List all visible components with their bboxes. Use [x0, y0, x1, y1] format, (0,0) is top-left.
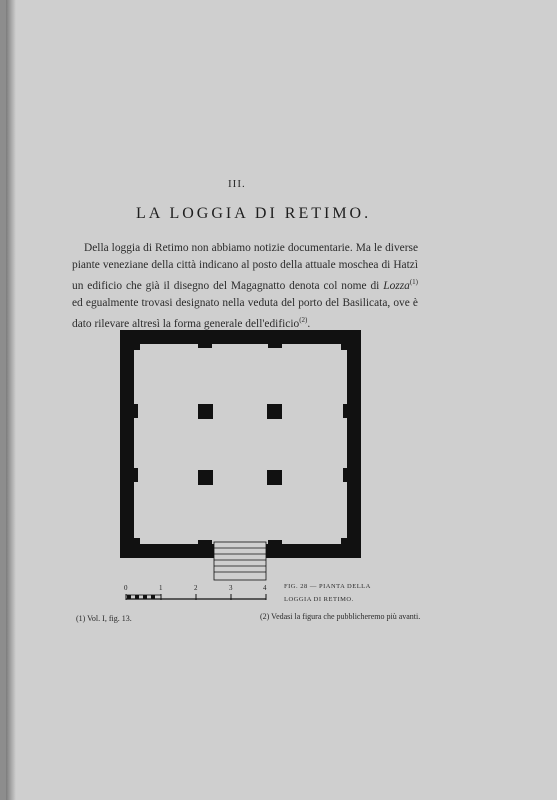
scale-label: 0: [124, 584, 128, 592]
paragraph-text-2: ed egualmente trovasi designato nella veduta del porto del Basilicata, ove è dato rilevare altresì la forma generale dell'edificio: [72, 296, 418, 330]
plan-entrance: [214, 542, 266, 560]
book-page: [6, 0, 557, 800]
section-number: III.: [228, 178, 246, 190]
page-edge-shadow: [6, 0, 16, 800]
footnote-ref-2: (2): [299, 315, 308, 324]
figure-caption: [284, 580, 371, 606]
plan-interior: [134, 344, 347, 544]
italic-term: Lozza: [383, 279, 410, 292]
floor-plan: [118, 328, 363, 584]
footnote-1: (1) Vol. I, fig. 13.: [76, 614, 132, 623]
scale-label: 2: [194, 584, 198, 592]
figure-caption-line: FIG. 28 — PIANTA DELLA: [284, 583, 371, 590]
scale-label: 1: [159, 584, 163, 592]
plan-stairs: [214, 542, 266, 580]
body-paragraph: [72, 240, 418, 333]
paragraph-text-end: .: [307, 317, 311, 330]
figure-caption-line: LOGGIA DI RETIMO.: [284, 596, 354, 603]
scale-bar: [122, 582, 272, 609]
paragraph-text-1: Della loggia di Retimo non abbiamo notizie documentarie. Ma le diverse piante veneziane della città indicano al posto della attuale moschea di Hatzì un edificio che già il disegno del Magagnatto denota col nome di: [72, 242, 418, 292]
chapter-title: LA LOGGIA DI RETIMO.: [136, 205, 372, 222]
scale-label: 4: [263, 584, 267, 592]
footnote-ref-1: (1): [409, 278, 418, 286]
footnote-2: (2) Vedasi la figura che pubblicheremo più avanti.: [260, 612, 421, 621]
scale-label: 3: [229, 584, 233, 592]
